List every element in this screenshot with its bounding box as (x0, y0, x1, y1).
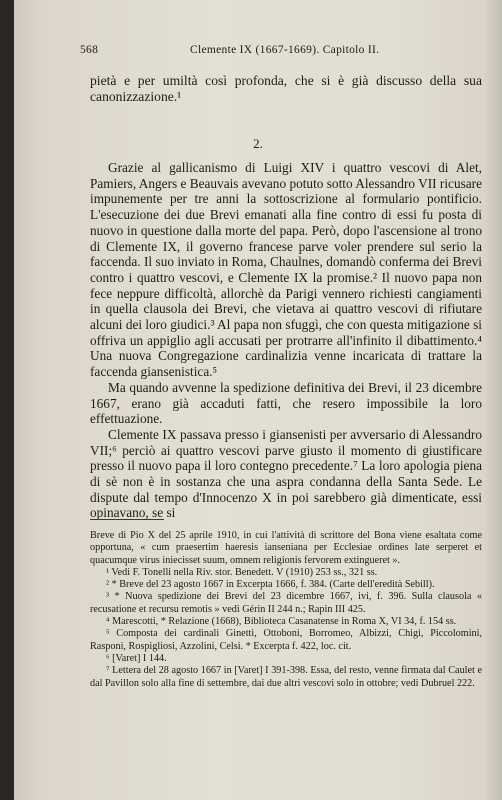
footnote: ¹ Vedi F. Tonelli nella Riv. stor. Benedett. V (1910) 253 ss., 321 ss. (106, 566, 378, 578)
footnote: ⁴ Marescotti, * Relazione (1668), Biblioteca Casanatense in Roma X, VI 34, f. 154 ss. (106, 616, 457, 628)
paragraph: Clemente IX passava presso i giansenisti per avversario di Alessandro VII;⁶ perciò ai quattro vescovi parve giusto il momento di giustificare presso il nuovo papa il loro contegno precedente.⁷ La loro apologia piena di sè non è in sostanza che una aspra condanna della Santa Sede. Le dispute dal tempo d'Innocenzo X in poi sarebbero già dimenticate, essi opinavano, se si (90, 426, 482, 521)
running-title: Clemente IX (1667-1669). Capitolo II. (190, 44, 380, 56)
footnote: ³ * Nuova spedizione dei Brevi del 23 dicembre 1667, ivi, f. 396. Sulla clausola « recusatione et recursu remotis » vedi Gérin II 244 n.; Rapin III 425. (90, 591, 482, 615)
footnote: ² * Breve del 23 agosto 1667 in Excerpta 1666, f. 384. (Carte dell'eredità Sebill). (106, 579, 435, 591)
paragraph: Ma quando avvenne la spedizione definitiva dei Brevi, il 23 dicembre 1667, erano già accaduti fatti, che resero impossibile la loro effettuazione. (90, 379, 482, 427)
footnotes (90, 530, 482, 690)
paragraph: Grazie al gallicanismo di Luigi XIV i quattro vescovi di Alet, Pamiers, Angers e Beauvais avevano potuto sotto Alessandro VII ricusare impunemente per tre anni la sottoscrizione al formulario pontificio. L'esecuzione dei due Brevi emanati alla fine contro di essi fu posta di nuovo in questione dalla morte del papa. Però, dopo l'ascensione al trono di Clemente IX, il governo francese parve voler prendere sul serio la faccenda. Il suo inviato in Roma, Chaulnes, domandò conferma dei Brevi contro i quattro vescovi, e Clemente IX la promise.² Il nuovo papa non fece neppure difficoltà, allorchè da Parigi vennero richiesti cangiamenti in quella clausola dei Brevi, che vietava ai quattro vescovi di rifiutare alcuni dei loro giudici.³ Al papa non sfuggì, che con questa mitigazione si offriva un appiglio agli accusati per protrarre all'infinito il dibattimento.⁴ Una nuova Congregazione cardinalizia venne incaricata di trattare la faccenda giansenistica.⁵ (90, 160, 482, 380)
footnote: ⁶ [Varet] I 144. (106, 652, 167, 664)
running-header (80, 44, 470, 60)
book-page (14, 0, 502, 800)
main-text (90, 160, 482, 521)
page-edge-shadow (484, 0, 502, 800)
footnote: ⁷ Lettera del 28 agosto 1667 in [Varet] I 391-398. Essa, del resto, venne firmata dal Caulet e dal Pavillon solo alla fine di settembre, dai due altri vescovi solo in ottobre; vedi Dubruel 222. (90, 665, 482, 689)
footnote-rule (90, 519, 164, 520)
continuation-text: pietà e per umiltà così profonda, che si è già discusso della sua canonizzazione.¹ (90, 73, 482, 104)
footnote: ⁵ Composta dei cardinali Ginetti, Ottoboni, Borromeo, Albizzi, Chigi, Piccolomini, Rasponi, Rospigliosi, Azzolini, Celsi. * Excerpta f. 422, loc. cit. (90, 628, 482, 652)
footnote: Breve di Pio X del 25 aprile 1910, in cui l'attività di scrittore del Bona viene esaltata come opportuna, « cum praesertim haeresis iansenianа per Ecclesiae ordines late serperet et quacumque virus iniecisset suum, omnem religionis fervorem extingueret ». (90, 530, 482, 566)
page-number: 568 (80, 44, 99, 56)
section-number: 2. (253, 136, 263, 151)
